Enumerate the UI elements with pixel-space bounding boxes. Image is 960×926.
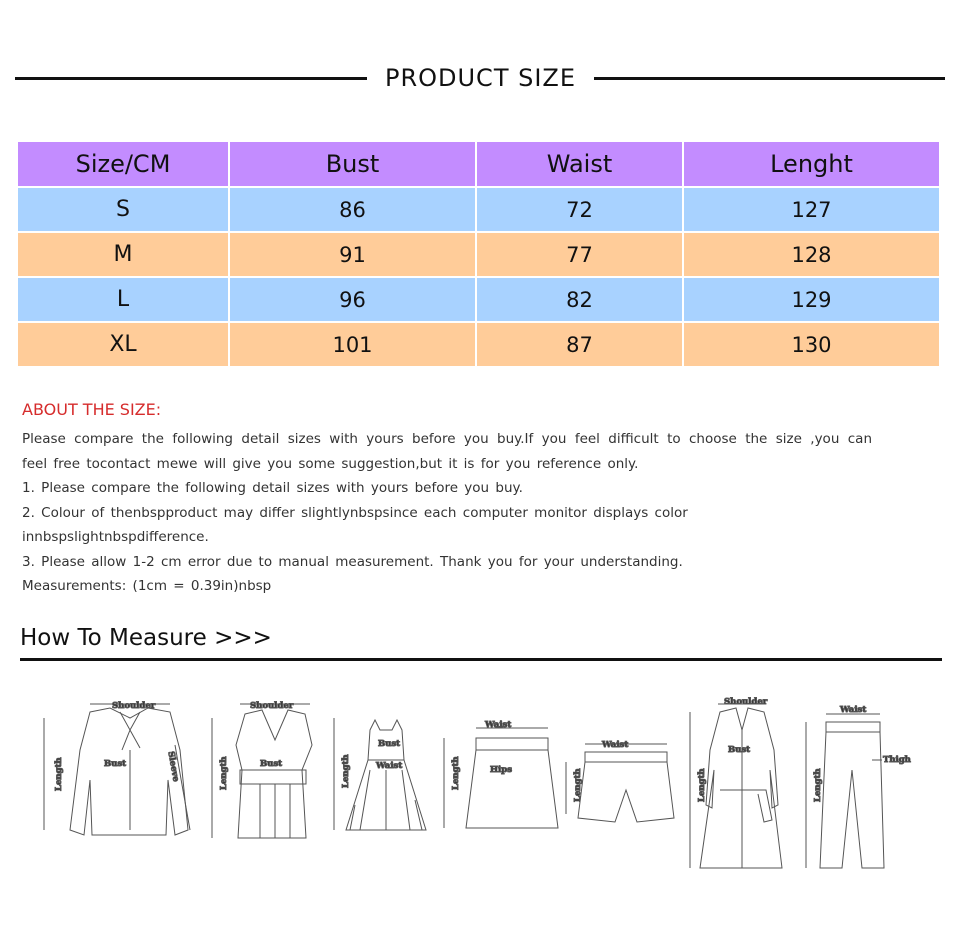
bust-cell: 96 [229, 277, 476, 322]
waist-label: Waist [602, 740, 629, 750]
skirt-diagram [444, 720, 558, 828]
about-line: innbspslightnbspdifference. [22, 529, 209, 545]
length-cell: 127 [683, 187, 940, 232]
about-line: Measurements: (1cm = 0.39in)nbsp [22, 578, 272, 594]
how-to-measure-title: How To Measure >>> [20, 625, 272, 651]
measurement-diagrams [30, 690, 930, 880]
length-label: Length [54, 757, 64, 791]
length-label: Length [219, 756, 229, 790]
how-to-measure-section [20, 620, 942, 661]
waist-label: Waist [376, 761, 403, 771]
size-table [16, 140, 941, 368]
table-row [17, 277, 940, 322]
size-cell: L [17, 277, 229, 322]
waist-label: Waist [485, 720, 512, 730]
tank-top-diagram [212, 701, 312, 838]
about-line: 1. Please compare the following detail sizes with yours before you buy. [22, 480, 523, 496]
about-line: Please compare the following detail sizes with yours before you buy.If you feel difficult to choose the size ,you can [22, 431, 872, 447]
header-rule-right [594, 77, 945, 80]
about-title: ABOUT THE SIZE: [22, 400, 162, 419]
table-row [17, 232, 940, 277]
table-header-row [17, 141, 940, 187]
length-cell: 129 [683, 277, 940, 322]
bust-label: Bust [260, 759, 283, 769]
length-cell: 130 [683, 322, 940, 367]
column-header-length: Lenght [683, 141, 940, 187]
page-title: PRODUCT SIZE [384, 64, 577, 92]
bust-cell: 101 [229, 322, 476, 367]
sleeve-label: Sleeve [165, 750, 181, 783]
size-cell: S [17, 187, 229, 232]
waist-cell: 82 [476, 277, 683, 322]
table-row [17, 187, 940, 232]
waist-cell: 87 [476, 322, 683, 367]
size-cell: M [17, 232, 229, 277]
size-cell: XL [17, 322, 229, 367]
header-rule-left [15, 77, 367, 80]
length-label: Length [573, 768, 583, 802]
shoulder-label: Shoulder [250, 701, 294, 711]
column-header-bust: Bust [229, 141, 476, 187]
about-line: feel free tocontact mewe will give you some suggestion,but it is for you reference only. [22, 455, 639, 472]
shorts-diagram [566, 740, 674, 822]
length-label: Length [341, 754, 351, 788]
length-label: Length [451, 756, 461, 790]
trousers-diagram [806, 705, 911, 868]
about-line: 3. Please allow 1-2 cm error due to manual measurement. Thank you for your understanding. [22, 553, 683, 570]
thigh-label: Thigh [883, 755, 911, 765]
garment-diagram-svg [30, 690, 930, 880]
bust-label: Bust [104, 759, 127, 769]
column-header-waist: Waist [476, 141, 683, 187]
coat-diagram [690, 697, 782, 868]
bust-label: Bust [378, 739, 401, 749]
about-line: 2. Colour of thenbspproduct may differ slightlynbspsince each computer monitor displays color [22, 504, 688, 521]
section-header [0, 60, 960, 100]
bust-cell: 91 [229, 232, 476, 277]
about-section [22, 400, 872, 599]
column-header-size: Size/CM [17, 141, 229, 187]
shoulder-label: Shoulder [112, 701, 156, 711]
length-label: Length [813, 768, 823, 802]
hips-label: Hips [490, 765, 512, 775]
waist-label: Waist [840, 705, 867, 715]
table-row [17, 322, 940, 367]
length-cell: 128 [683, 232, 940, 277]
waist-cell: 77 [476, 232, 683, 277]
length-label: Length [697, 768, 707, 802]
bust-label: Bust [728, 745, 751, 755]
waist-cell: 72 [476, 187, 683, 232]
dress-diagram [334, 718, 426, 830]
how-to-measure-rule [20, 658, 942, 661]
bust-cell: 86 [229, 187, 476, 232]
blouse-diagram [44, 701, 190, 835]
shoulder-label: Shoulder [724, 697, 768, 707]
